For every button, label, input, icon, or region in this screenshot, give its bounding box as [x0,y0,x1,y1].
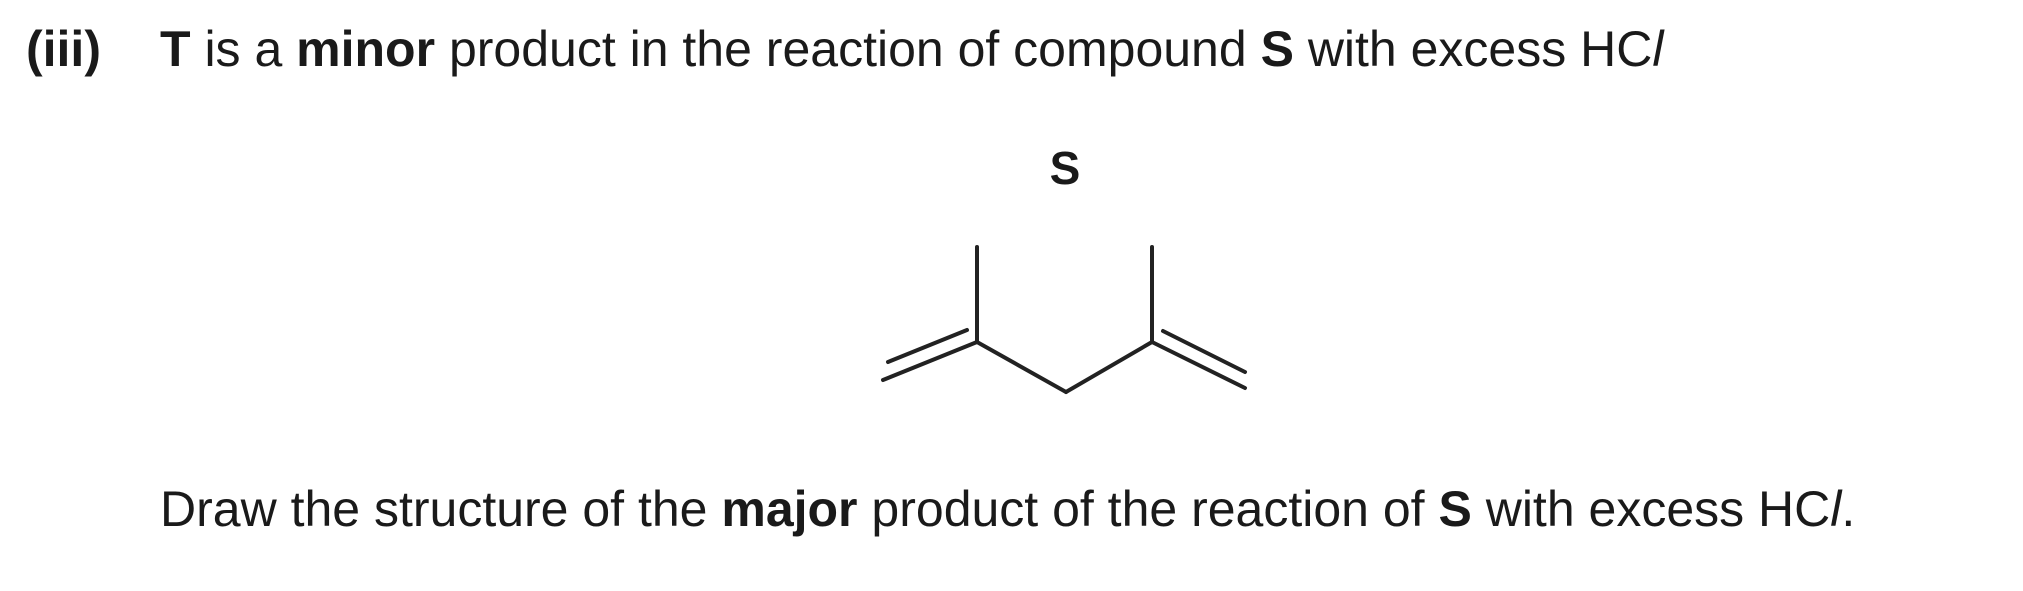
intro-text-1: is a [190,21,297,77]
compound-letter: S [1260,21,1294,77]
left-double-bond-inner [888,330,967,362]
instruction-chlorine-ell: l [1830,481,1842,537]
left-bridge-bond [977,342,1066,392]
instruction-text-1: Draw the structure of the [160,481,722,537]
instruction-text-4: . [1841,481,1856,537]
minor-emphasis: minor [296,21,436,77]
chlorine-ell: l [1652,21,1664,77]
left-double-bond-outer [883,342,977,380]
right-bridge-bond [1066,342,1152,392]
compound-label: S [1049,142,1081,194]
question-number: (iii) [26,21,101,77]
instruction-text-2: product of the reaction of [857,481,1439,537]
instruction-text-3: with excess HC [1471,481,1831,537]
intro-text-3: with excess HC [1293,21,1653,77]
major-emphasis: major [721,481,858,537]
instruction-compound-letter: S [1438,481,1472,537]
product-letter: T [160,21,191,77]
instruction-text [160,474,1855,544]
intro-text-2: product in the reaction of compound [435,21,1261,77]
